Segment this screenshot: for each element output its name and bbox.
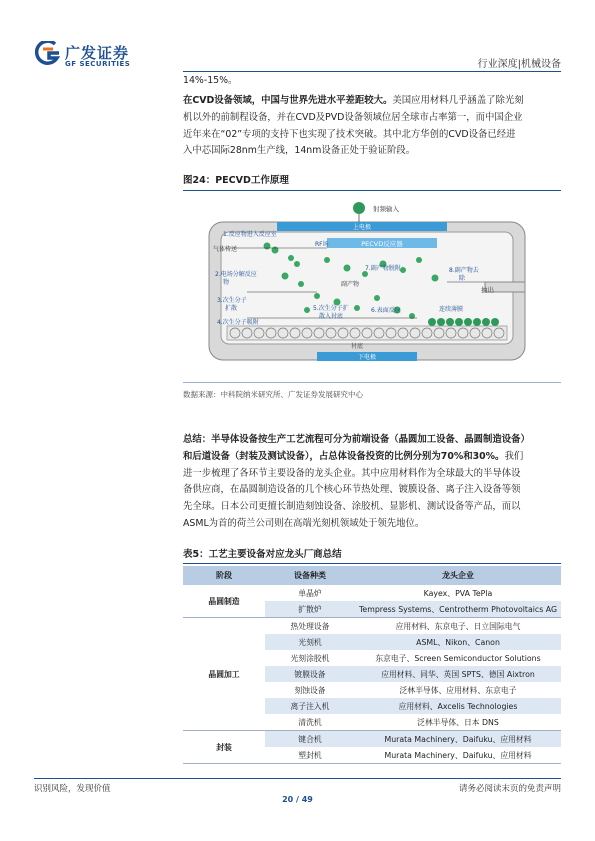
table-title: 表5：工艺主要设备对应龙头厂商总结 [183,549,342,560]
equipment-cell: 扩散炉 [265,601,355,618]
step5-label: 5.次生分子扩 [313,305,349,312]
leaders-cell: 东京电子、Screen Semiconductor Solutions [375,653,541,663]
company-logo [35,41,165,71]
step2-label-b: 物 [223,279,230,286]
equipment-cell: 塑封机 [265,747,355,764]
logo-mark-icon [35,41,61,67]
figure-title: 图24：PECVD工作原理 [183,175,289,186]
leaders-cell: Tempress Systems、Centrotherm Photovoltaics AG [355,601,561,618]
equipment-cell: 镀膜设备 [265,666,355,682]
summary-line6: ASML为首的荷兰公司则在高端光刻机领域处于领先地位。 [183,517,425,529]
film-label: 连续薄膜 [439,306,464,313]
table-row [183,731,561,748]
step6-label: 6.表面反应 [371,307,401,314]
leaders-cell: Murata Machinery、Daifuku、应用材料 [355,747,561,764]
header-section-label: 行业深度|机械设备 [477,59,561,70]
leaders-cell: ASML、Nikon、Canon [355,634,561,650]
equipment-vendor-table [183,566,561,764]
col-header-leaders: 龙头企业 [355,566,561,585]
paragraph-cvd-line3: 近年来在“02”专项的支持下也实现了技术突破。其中北方华创的CVD设备已经进 [183,128,516,140]
step3-label-b: 扩散 [225,305,238,312]
equipment-cell: 离子注入机 [265,698,355,714]
header-rule [183,71,561,72]
equipment-cell: 清洗机 [265,714,355,731]
summary-line2: 我们 [504,450,524,462]
leaders-cell: 泛林半导体、日本 DNS [355,714,561,731]
step2-label: 2.电场分解反应 [215,271,257,278]
rf-input-label: 射频输入 [373,205,399,213]
step1-label: 1.反应物进入反应室 [223,231,277,238]
byproduct-label: 副产物 [341,281,360,288]
step4-label: 4.次生分子吸附 [217,319,259,326]
summary-line5: 先全球。日本公司更擅长制造刻蚀设备、涂胶机、显影机、测试设备等产品，而以 [183,501,521,513]
footer-disclaimer-link[interactable]: 请务必阅读末页的免责声明 [458,784,561,794]
table-header-row [183,566,561,585]
figure-top-rule [183,190,561,191]
summary-line4: 备供应商，在晶圆制造设备的几个核心环节热处理、镀膜设备、离子注入设备等领 [183,484,521,496]
paragraph-summary [183,432,561,533]
page-number: 20 / 49 [282,795,313,804]
rf-field-label: RF场 [315,241,329,248]
step5-label-b: 散入衬底 [319,313,344,320]
equipment-cell: 单晶炉 [298,588,322,598]
leaders-cell: Murata Machinery、Daifuku、应用材料 [355,731,561,748]
stage-cell: 晶圆制造 [183,585,265,618]
footer-slogan: 识别风险，发现价值 [34,784,111,794]
paragraph-continuation: 14%-15%。 [183,75,238,86]
paragraph-cvd-lead: 在CVD设备领域，中国与世界先进水平差距较大。 [183,95,393,106]
col-header-equipment: 设备种类 [265,566,355,585]
col-header-stage: 阶段 [183,566,265,585]
step8-label-b: 除 [459,275,466,282]
paragraph-cvd-line4: 入中芯国际28nm生产线，14nm设备正处于验证阶段。 [183,145,416,157]
step3-label: 3.次生分子 [217,297,247,304]
summary-lead-2: 和后道设备（封装及测试设备），占总体设备投资的比例分别为70%和30%。 [183,450,505,462]
exhaust-label: 抽出 [481,286,494,294]
step8-label: 8.副产物去 [449,267,479,274]
table-top-rule [183,563,561,564]
summary-line3: 进一步梳理了各环节主要设备的龙头企业。其中应用材料作为全球最大的半导体设 [183,467,521,479]
bottom-electrode-label: 下电极 [357,354,377,361]
figure-bottom-rule [183,382,561,383]
table-row [183,585,561,601]
logo-text-cn: 广发证券 [65,44,130,62]
gas-label: 气体传送 [213,246,238,253]
rf-input-icon [353,202,365,214]
paragraph-cvd-line1: 美国应用材料几乎涵盖了除光刻 [392,95,524,106]
stage-cell: 晶圆加工 [183,618,265,731]
leaders-cell: 应用材料、同华、英国 SPTS、德国 Aixtron [355,666,561,682]
leaders-cell: Kayex、PVA TePla [423,588,493,598]
step7-label: 7.副产物脱附 [365,265,401,272]
logo-text-en: GF SECURITIES [65,60,131,68]
equipment-cell: 键合机 [265,731,355,748]
pecvd-diagram [207,198,527,368]
leaders-cell: 应用材料、东京电子、日立国际电气 [395,621,521,631]
leaders-cell: 应用材料、Axcelis Technologies [355,698,561,714]
table-row [183,618,561,635]
equipment-cell: 光刻涂胶机 [290,653,330,663]
substrate-label: 衬底 [351,343,364,350]
stage-cell: 封装 [183,731,265,764]
paragraph-cvd-line2: 机以外的前制程设备，并在CVD及PVD设备领域位居全球市占率第一，而中国企业 [183,111,523,123]
footer-rule [34,778,561,779]
top-electrode-label: 上电极 [352,224,372,231]
figure-source: 数据来源：中科院纳米研究所、广发证券发展研究中心 [183,390,363,399]
pecvd-label: PECVD反应器 [361,240,403,248]
equipment-cell: 刻蚀设备 [294,685,326,695]
paragraph-cvd [183,93,561,160]
leaders-cell: 泛林半导体、应用材料、东京电子 [399,685,517,695]
summary-lead-1: 总结：半导体设备按生产工艺流程可分为前端设备（晶圆加工设备、晶圆制造设备） [183,434,530,445]
equipment-cell: 热处理设备 [290,621,330,631]
equipment-cell: 光刻机 [265,634,355,650]
